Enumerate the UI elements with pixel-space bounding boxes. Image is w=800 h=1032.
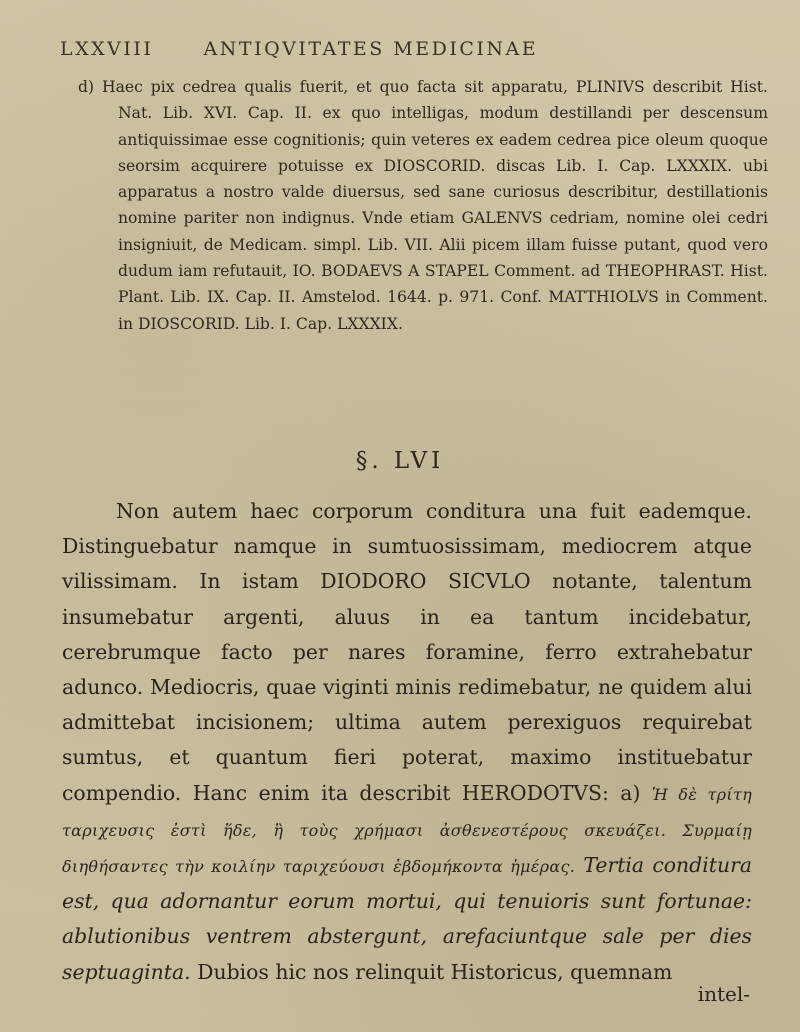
main-text <box>62 494 752 990</box>
footnote-text: Haec pix cedrea qualis fuerit, et quo facta sit apparatu, PLINIVS describit Hist. Nat. Lib. XVI. Cap. II. ex quo intelligas, modum destillandi per descensum antiquissimae esse cognitionis; quin veteres ex eadem cedrea pice oleum quoque seorsim acquirere potuisse ex DIOSCORID. discas Lib. I. Cap. LXXXIX. ubi apparatus a nostro valde diuersus, sed sane curiosus describitur, destillationis nomine pariter non indignus. Vnde etiam GALENVS cedriam, nomine olei cedri insigniuit, de Medicam. simpl. Lib. VII. Alii picem illam fuisse putant, quod vero dudum iam refutauit, IO. BODAEVS A STAPEL Comment. ad THEOPHRAST. Hist. Plant. Lib. IX. Cap. II. Amstelod. 1644. p. 971. Conf. MATTHIOLVS in Comment. in DIOSCORID. Lib. I. Cap. LXXXIX. <box>102 78 768 333</box>
footnote-block <box>78 74 768 337</box>
footnote-marker: d) <box>78 78 95 96</box>
body-paragraph <box>62 494 752 990</box>
latin-translation: Tertia conditura est, qua adornantur eorum mortui, qui tenuioris sunt fortunae: ablutionibus ventrem abstergunt, arefaciuntque sale per dies septuaginta. <box>62 853 752 984</box>
section-heading: §. LVI <box>355 448 445 474</box>
body-latin-text: Non autem haec corporum conditura una fuit eademque. Distinguebatur namque in sumtuosissimam, mediocrem atque vilissimam. In istam DIODORO SICVLO notante, talentum insumebatur argenti, aluus in ea tantum incidebatur, cerebrumque facto per nares foramine, ferro extrahebatur adunco. Mediocris, quae viginti minis redimebatur, ne quidem alui admittebat incisionem; ultima autem perexiguos requirebat sumtus, et quantum fieri poterat, maximo instituebatur compendio. Hanc enim ita describit HERODOTVS: a) <box>62 499 752 805</box>
greek-quotation: Ἡ δὲ τρίτη ταριχευσις ἐστὶ ἥδε, ἣ τοὺς χρήμασι ἀσθενεστέρους σκευάζει. Συρμαίῃ διηθήσαντες τὴν κοιλίην ταριχεύουσι ἑβδομήκοντα ἡμέρας. <box>62 784 753 877</box>
running-title: ANTIQVITATES MEDICINAE <box>203 38 539 60</box>
page-number: LXXVIII <box>60 38 154 60</box>
catchword: intel- <box>697 982 750 1006</box>
footnote-d <box>78 74 768 337</box>
body-continuation: Dubios hic nos relinquit Historicus, quemnam <box>197 959 673 984</box>
running-header <box>60 38 760 60</box>
